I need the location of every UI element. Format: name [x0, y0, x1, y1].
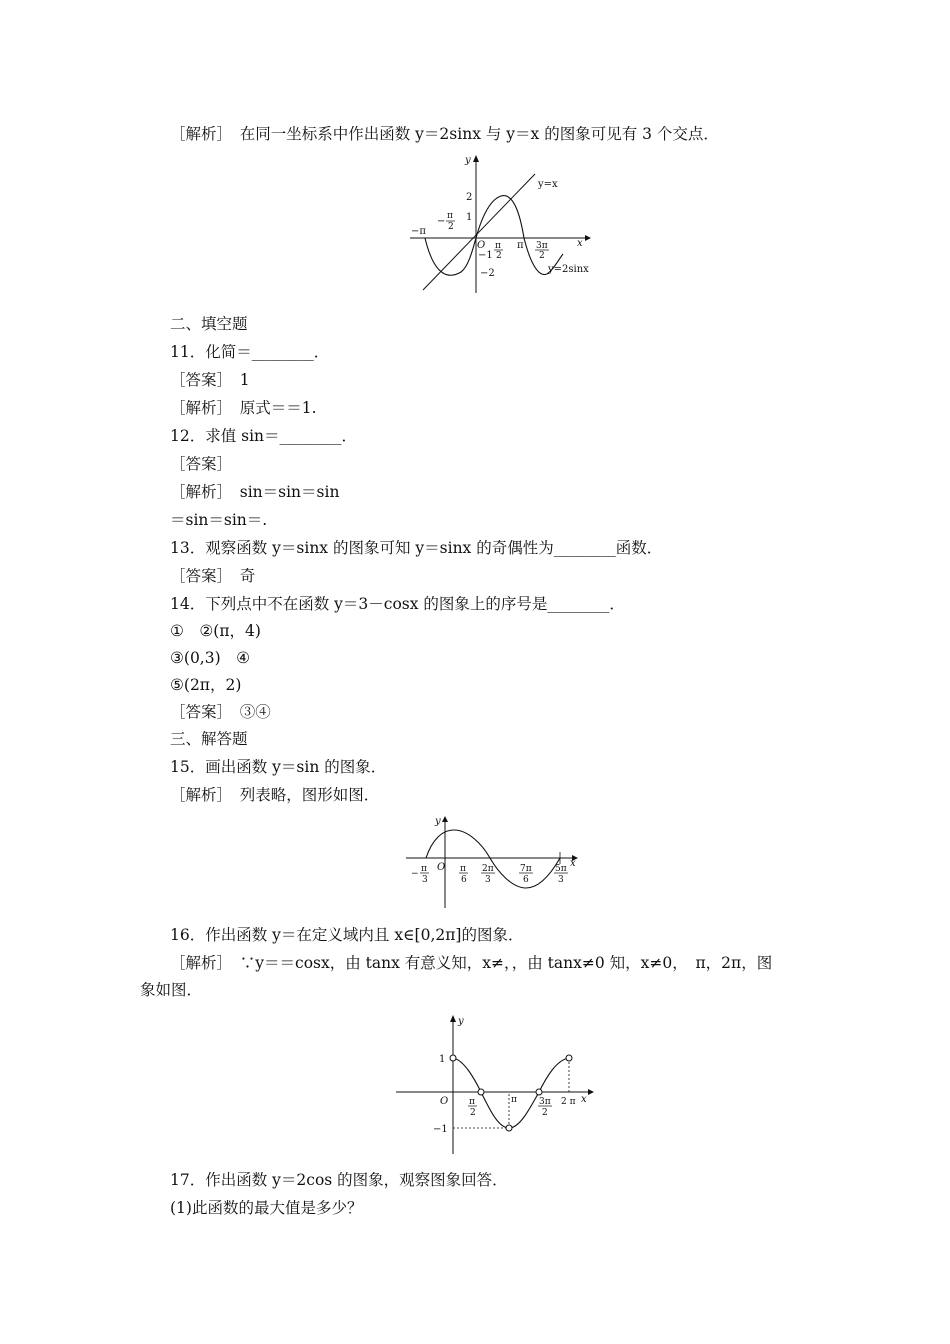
svg-text:3: 3	[422, 875, 428, 885]
solution-16-a: ［解析］ ∵y＝＝cosx，由 tanx 有意义知，x≠，，由 tanx≠0 知，x≠0， π，2π，图	[170, 954, 773, 972]
tick-pi-half-num: π	[495, 241, 501, 251]
origin-label: O	[437, 862, 446, 873]
svg-text:π: π	[460, 864, 466, 874]
svg-text:2: 2	[470, 1108, 476, 1118]
tick-1: 1	[439, 1054, 446, 1065]
x-label: x	[577, 238, 583, 249]
answer-11: ［答案］ 1	[170, 371, 250, 389]
tick-pi: π	[517, 240, 524, 251]
svg-text:6: 6	[461, 875, 467, 885]
svg-text:3: 3	[485, 875, 491, 885]
curve-2sinx	[425, 196, 563, 276]
svg-text:3: 3	[558, 875, 564, 885]
graph-sin-shifted	[402, 812, 587, 910]
x-label: x	[570, 858, 576, 869]
origin-label: O	[477, 240, 486, 251]
x-label: x	[581, 1094, 587, 1105]
svg-text:7π: 7π	[520, 864, 532, 874]
question-14: 14．下列点中不在函数 y＝3－cosx 的图象上的序号是________．	[170, 595, 625, 613]
svg-text:2: 2	[542, 1108, 548, 1118]
tick-minus-1: −1	[433, 1124, 448, 1135]
tick-2pi: 2 π	[561, 1097, 576, 1107]
label-y-equals-x: y=x	[538, 179, 558, 190]
tick-3pi-half-den: 2	[539, 251, 545, 261]
line-y-equals-x	[423, 174, 535, 290]
tick-neg-pi-half-sign: −	[437, 216, 446, 227]
x-axis-arrow	[588, 1089, 594, 1095]
y-label: y	[458, 1016, 464, 1027]
answer-13: ［答案］ 奇	[170, 567, 256, 585]
question-15: 15．画出函数 y＝sin 的图象．	[170, 758, 387, 776]
section-solve: 三、解答题	[170, 730, 248, 748]
hole-0	[450, 1055, 456, 1061]
section-fill-blank: 二、填空题	[170, 315, 248, 333]
svg-text:π: π	[421, 864, 427, 874]
solution-12-a: ［解析］ sin＝sin＝sin	[170, 483, 340, 501]
svg-text:2π: 2π	[482, 864, 494, 874]
text-line-1: ［解析］ 在同一坐标系中作出函数 y＝2sinx 与 y＝x 的图象可见有 3 个交点．	[170, 125, 719, 143]
y-axis-arrow	[473, 155, 479, 162]
tick-pi: π	[511, 1095, 517, 1105]
option-14-b: ③(0,3) ④	[170, 649, 251, 667]
question-12: 12．求值 sin＝________．	[170, 427, 358, 445]
answer-12: ［答案］	[170, 455, 233, 473]
y-label: y	[435, 816, 441, 827]
graph-2sinx-and-x	[395, 150, 605, 296]
svg-text:3π: 3π	[539, 1097, 551, 1107]
svg-text:5π: 5π	[555, 864, 567, 874]
tick-neg-pi-half-num: π	[447, 211, 453, 221]
tick-minus-2: −2	[480, 268, 495, 279]
curve-sin	[426, 830, 560, 888]
hole-2pi	[566, 1055, 572, 1061]
tick-3pi-half-num: 3π	[536, 241, 548, 251]
tick-neg-pi-half-den: 2	[448, 222, 454, 232]
hole-pi	[506, 1125, 512, 1131]
hole-3pi-half	[536, 1089, 542, 1095]
tick-pi-half-den: 2	[496, 251, 502, 261]
answer-14: ［答案］ ③④	[170, 703, 271, 721]
tick-neg-pi-third-sign: −	[411, 869, 419, 879]
tick-2: 2	[466, 192, 473, 203]
question-17-part-1: (1)此函数的最大值是多少？	[170, 1199, 363, 1217]
question-13: 13．观察函数 y＝sinx 的图象可知 y＝sinx 的奇偶性为________函数．	[170, 539, 663, 557]
y-axis-arrow	[450, 1015, 456, 1022]
option-14-a: ① ②(π，4)	[170, 622, 261, 640]
question-17: 17．作出函数 y＝2cos 的图象，观察图象回答．	[170, 1171, 508, 1189]
graph-cosx-with-holes	[392, 1012, 602, 1157]
y-label: y	[465, 155, 471, 166]
hole-pi-half	[478, 1089, 484, 1095]
solution-16-b: 象如图．	[140, 981, 203, 999]
solution-11: ［解析］ 原式＝＝1.	[170, 399, 317, 417]
solution-12-b: ＝sin＝sin＝.	[170, 511, 268, 529]
tick-neg-pi: −π	[411, 226, 426, 237]
tick-minus-1: −1	[478, 250, 493, 261]
question-16: 16．作出函数 y＝在定义域内且 x∈[0,2π]的图象．	[170, 926, 524, 944]
option-14-c: ⑤(2π，2)	[170, 676, 242, 694]
question-11: 11．化简＝________．	[170, 343, 330, 361]
tick-1: 1	[466, 212, 473, 223]
x-axis-arrow	[585, 235, 591, 241]
y-axis-arrow	[442, 816, 448, 822]
label-y-equals-2sinx: y=2sinx	[548, 264, 589, 275]
svg-text:6: 6	[523, 875, 529, 885]
svg-text:π: π	[469, 1097, 475, 1107]
origin-label: O	[440, 1096, 449, 1107]
solution-15: ［解析］ 列表略，图形如图．	[170, 786, 380, 804]
